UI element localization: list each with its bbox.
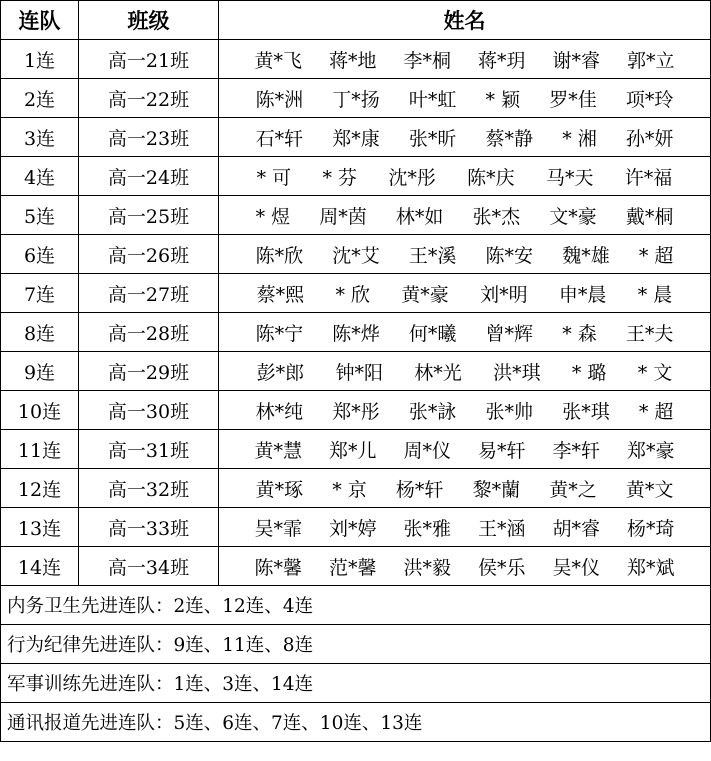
names-cell — [219, 508, 711, 547]
student-name: 黄*慧 — [254, 439, 302, 462]
names-list — [219, 319, 710, 346]
student-name: 郑*豪 — [626, 439, 675, 462]
table-row — [1, 157, 711, 196]
student-name: 林*如 — [395, 205, 444, 228]
names-list — [219, 475, 710, 502]
class-cell: 高一34班 — [79, 547, 219, 586]
class-cell: 高一23班 — [79, 118, 219, 157]
student-name: 黄*之 — [549, 478, 597, 501]
names-list — [219, 46, 710, 73]
student-name: 叶*虹 — [408, 88, 457, 111]
names-list — [219, 124, 710, 151]
class-cell: 高一28班 — [79, 313, 219, 352]
company-cell: 3连 — [1, 118, 79, 157]
student-name: 陈*庆 — [467, 166, 515, 189]
table-row — [1, 391, 711, 430]
table-row — [1, 79, 711, 118]
student-name: 刘*婷 — [328, 517, 377, 540]
student-name: 张*雅 — [403, 517, 451, 540]
student-name: 侯*乐 — [477, 556, 526, 579]
student-name: 许*福 — [624, 166, 673, 189]
class-cell: 高一31班 — [79, 430, 219, 469]
award-row — [1, 664, 711, 703]
student-name: 陈*安 — [485, 244, 534, 267]
student-name: 蒋*地 — [328, 49, 377, 72]
student-name: * 煜 — [255, 205, 291, 228]
table-row — [1, 235, 711, 274]
student-name: 蔡*静 — [485, 127, 534, 150]
names-list — [219, 202, 710, 229]
student-name: * 文 — [637, 361, 673, 384]
student-name: 申*晨 — [558, 283, 607, 306]
student-name: 何*曦 — [408, 322, 457, 345]
class-cell: 高一26班 — [79, 235, 219, 274]
student-name: 吴*霏 — [254, 517, 302, 540]
student-name: 孙*妍 — [625, 127, 674, 150]
student-name: 魏*雄 — [562, 244, 610, 267]
student-name: 刘*明 — [480, 283, 528, 306]
table-row — [1, 547, 711, 586]
student-name: 沈*彤 — [388, 166, 436, 189]
student-name: 郑*儿 — [328, 439, 377, 462]
names-cell — [219, 391, 711, 430]
student-name: 周*茵 — [319, 205, 367, 228]
company-cell: 9连 — [1, 352, 79, 391]
names-list — [219, 358, 710, 385]
student-name: * 超 — [638, 400, 674, 423]
names-list — [219, 85, 710, 112]
names-list — [219, 241, 710, 268]
student-name: 洪*琪 — [493, 361, 541, 384]
student-name: 张*昕 — [408, 127, 457, 150]
names-cell — [219, 40, 711, 79]
student-name: 陈*宁 — [255, 322, 304, 345]
names-cell — [219, 430, 711, 469]
student-name: 李*桐 — [403, 49, 451, 72]
company-cell: 8连 — [1, 313, 79, 352]
student-name: * 湘 — [562, 127, 597, 150]
award-row — [1, 586, 711, 625]
student-name: 郑*彤 — [332, 400, 380, 423]
names-cell — [219, 469, 711, 508]
company-cell: 5连 — [1, 196, 79, 235]
student-name: * 璐 — [571, 361, 607, 384]
class-cell: 高一30班 — [79, 391, 219, 430]
names-cell — [219, 157, 711, 196]
student-name: 陈*烨 — [332, 322, 380, 345]
header-names: 姓名 — [219, 1, 711, 40]
table-row — [1, 313, 711, 352]
student-name: * 颖 — [485, 88, 521, 111]
student-name: 洪*毅 — [403, 556, 451, 579]
table-row — [1, 118, 711, 157]
names-list — [219, 553, 710, 580]
student-name: 郑*康 — [332, 127, 380, 150]
class-cell: 高一25班 — [79, 196, 219, 235]
table-row — [1, 508, 711, 547]
table-row — [1, 196, 711, 235]
names-cell — [219, 118, 711, 157]
student-name: 王*夫 — [625, 322, 674, 345]
student-name: 黄*琢 — [255, 478, 304, 501]
student-name: 沈*艾 — [332, 244, 380, 267]
table-row — [1, 40, 711, 79]
student-name: 罗*佳 — [549, 88, 597, 111]
company-cell: 7连 — [1, 274, 79, 313]
class-cell: 高一21班 — [79, 40, 219, 79]
names-cell — [219, 313, 711, 352]
student-name: 吴*仪 — [552, 556, 600, 579]
student-name: 黄*飞 — [254, 49, 302, 72]
student-name: 石*轩 — [255, 127, 304, 150]
names-cell — [219, 235, 711, 274]
company-cell: 6连 — [1, 235, 79, 274]
company-cell: 14连 — [1, 547, 79, 586]
student-name: 谢*睿 — [552, 49, 600, 72]
student-name: * 超 — [638, 244, 674, 267]
student-name: 杨*琦 — [626, 517, 675, 540]
student-name: 黄*文 — [625, 478, 674, 501]
student-name: 黎*蘭 — [472, 478, 521, 501]
student-name: 戴*桐 — [625, 205, 674, 228]
student-name: 胡*睿 — [552, 517, 600, 540]
class-cell: 高一32班 — [79, 469, 219, 508]
student-name: 周*仪 — [403, 439, 451, 462]
company-cell: 1连 — [1, 40, 79, 79]
award-text: 军事训练先进连队：1连、3连、14连 — [1, 664, 711, 703]
student-name: * 晨 — [637, 283, 673, 306]
student-name: 林*光 — [414, 361, 462, 384]
student-name: 范*馨 — [328, 556, 377, 579]
student-name: 郑*斌 — [626, 556, 675, 579]
student-name: * 欣 — [335, 283, 370, 306]
company-cell: 2连 — [1, 79, 79, 118]
student-name: 蔡*熙 — [256, 283, 305, 306]
student-name: * 森 — [562, 322, 597, 345]
header-class: 班级 — [79, 1, 219, 40]
names-cell — [219, 352, 711, 391]
company-cell: 13连 — [1, 508, 79, 547]
company-cell: 12连 — [1, 469, 79, 508]
table-row — [1, 430, 711, 469]
award-text: 通讯报道先进连队：5连、6连、7连、10连、13连 — [1, 703, 711, 742]
student-name: 蒋*玥 — [477, 49, 526, 72]
student-name: 杨*轩 — [395, 478, 444, 501]
student-name: * 芬 — [322, 166, 358, 189]
award-row — [1, 703, 711, 742]
company-cell: 4连 — [1, 157, 79, 196]
names-cell — [219, 274, 711, 313]
student-name: 黄*豪 — [401, 283, 449, 306]
names-list — [219, 163, 710, 190]
student-name: 陈*欣 — [255, 244, 304, 267]
table-row — [1, 352, 711, 391]
names-list — [219, 280, 710, 307]
names-cell — [219, 196, 711, 235]
student-name: 曾*辉 — [485, 322, 534, 345]
student-name: 项*玲 — [625, 88, 674, 111]
table-row — [1, 274, 711, 313]
class-cell: 高一27班 — [79, 274, 219, 313]
award-row — [1, 625, 711, 664]
header-row — [1, 1, 711, 40]
student-name: 张*詠 — [408, 400, 457, 423]
class-cell: 高一24班 — [79, 157, 219, 196]
student-name: 林*纯 — [255, 400, 304, 423]
student-name: 王*涵 — [477, 517, 526, 540]
table-row — [1, 469, 711, 508]
student-name: 丁*扬 — [332, 88, 380, 111]
names-list — [219, 397, 710, 424]
names-list — [219, 436, 710, 463]
student-name: 马*天 — [545, 166, 594, 189]
student-name: 张*杰 — [472, 205, 521, 228]
student-name: 钟*阳 — [335, 361, 383, 384]
header-company: 连队 — [1, 1, 79, 40]
company-cell: 10连 — [1, 391, 79, 430]
student-name: 彭*郎 — [256, 361, 305, 384]
student-name: 易*轩 — [477, 439, 526, 462]
class-cell: 高一33班 — [79, 508, 219, 547]
class-cell: 高一22班 — [79, 79, 219, 118]
student-name: 陈*馨 — [254, 556, 302, 579]
student-name: 郭*立 — [626, 49, 675, 72]
student-name: 王*溪 — [408, 244, 457, 267]
student-name: * 可 — [256, 166, 292, 189]
class-cell: 高一29班 — [79, 352, 219, 391]
student-name: 张*帅 — [485, 400, 534, 423]
student-name: 张*琪 — [562, 400, 610, 423]
names-cell — [219, 79, 711, 118]
names-list — [219, 514, 710, 541]
company-cell: 11连 — [1, 430, 79, 469]
student-name: 李*轩 — [552, 439, 600, 462]
names-cell — [219, 547, 711, 586]
award-text: 内务卫生先进连队：2连、12连、4连 — [1, 586, 711, 625]
student-name: 文*豪 — [549, 205, 597, 228]
student-name: 陈*洲 — [255, 88, 304, 111]
student-name: * 京 — [332, 478, 367, 501]
award-text: 行为纪律先进连队：9连、11连、8连 — [1, 625, 711, 664]
